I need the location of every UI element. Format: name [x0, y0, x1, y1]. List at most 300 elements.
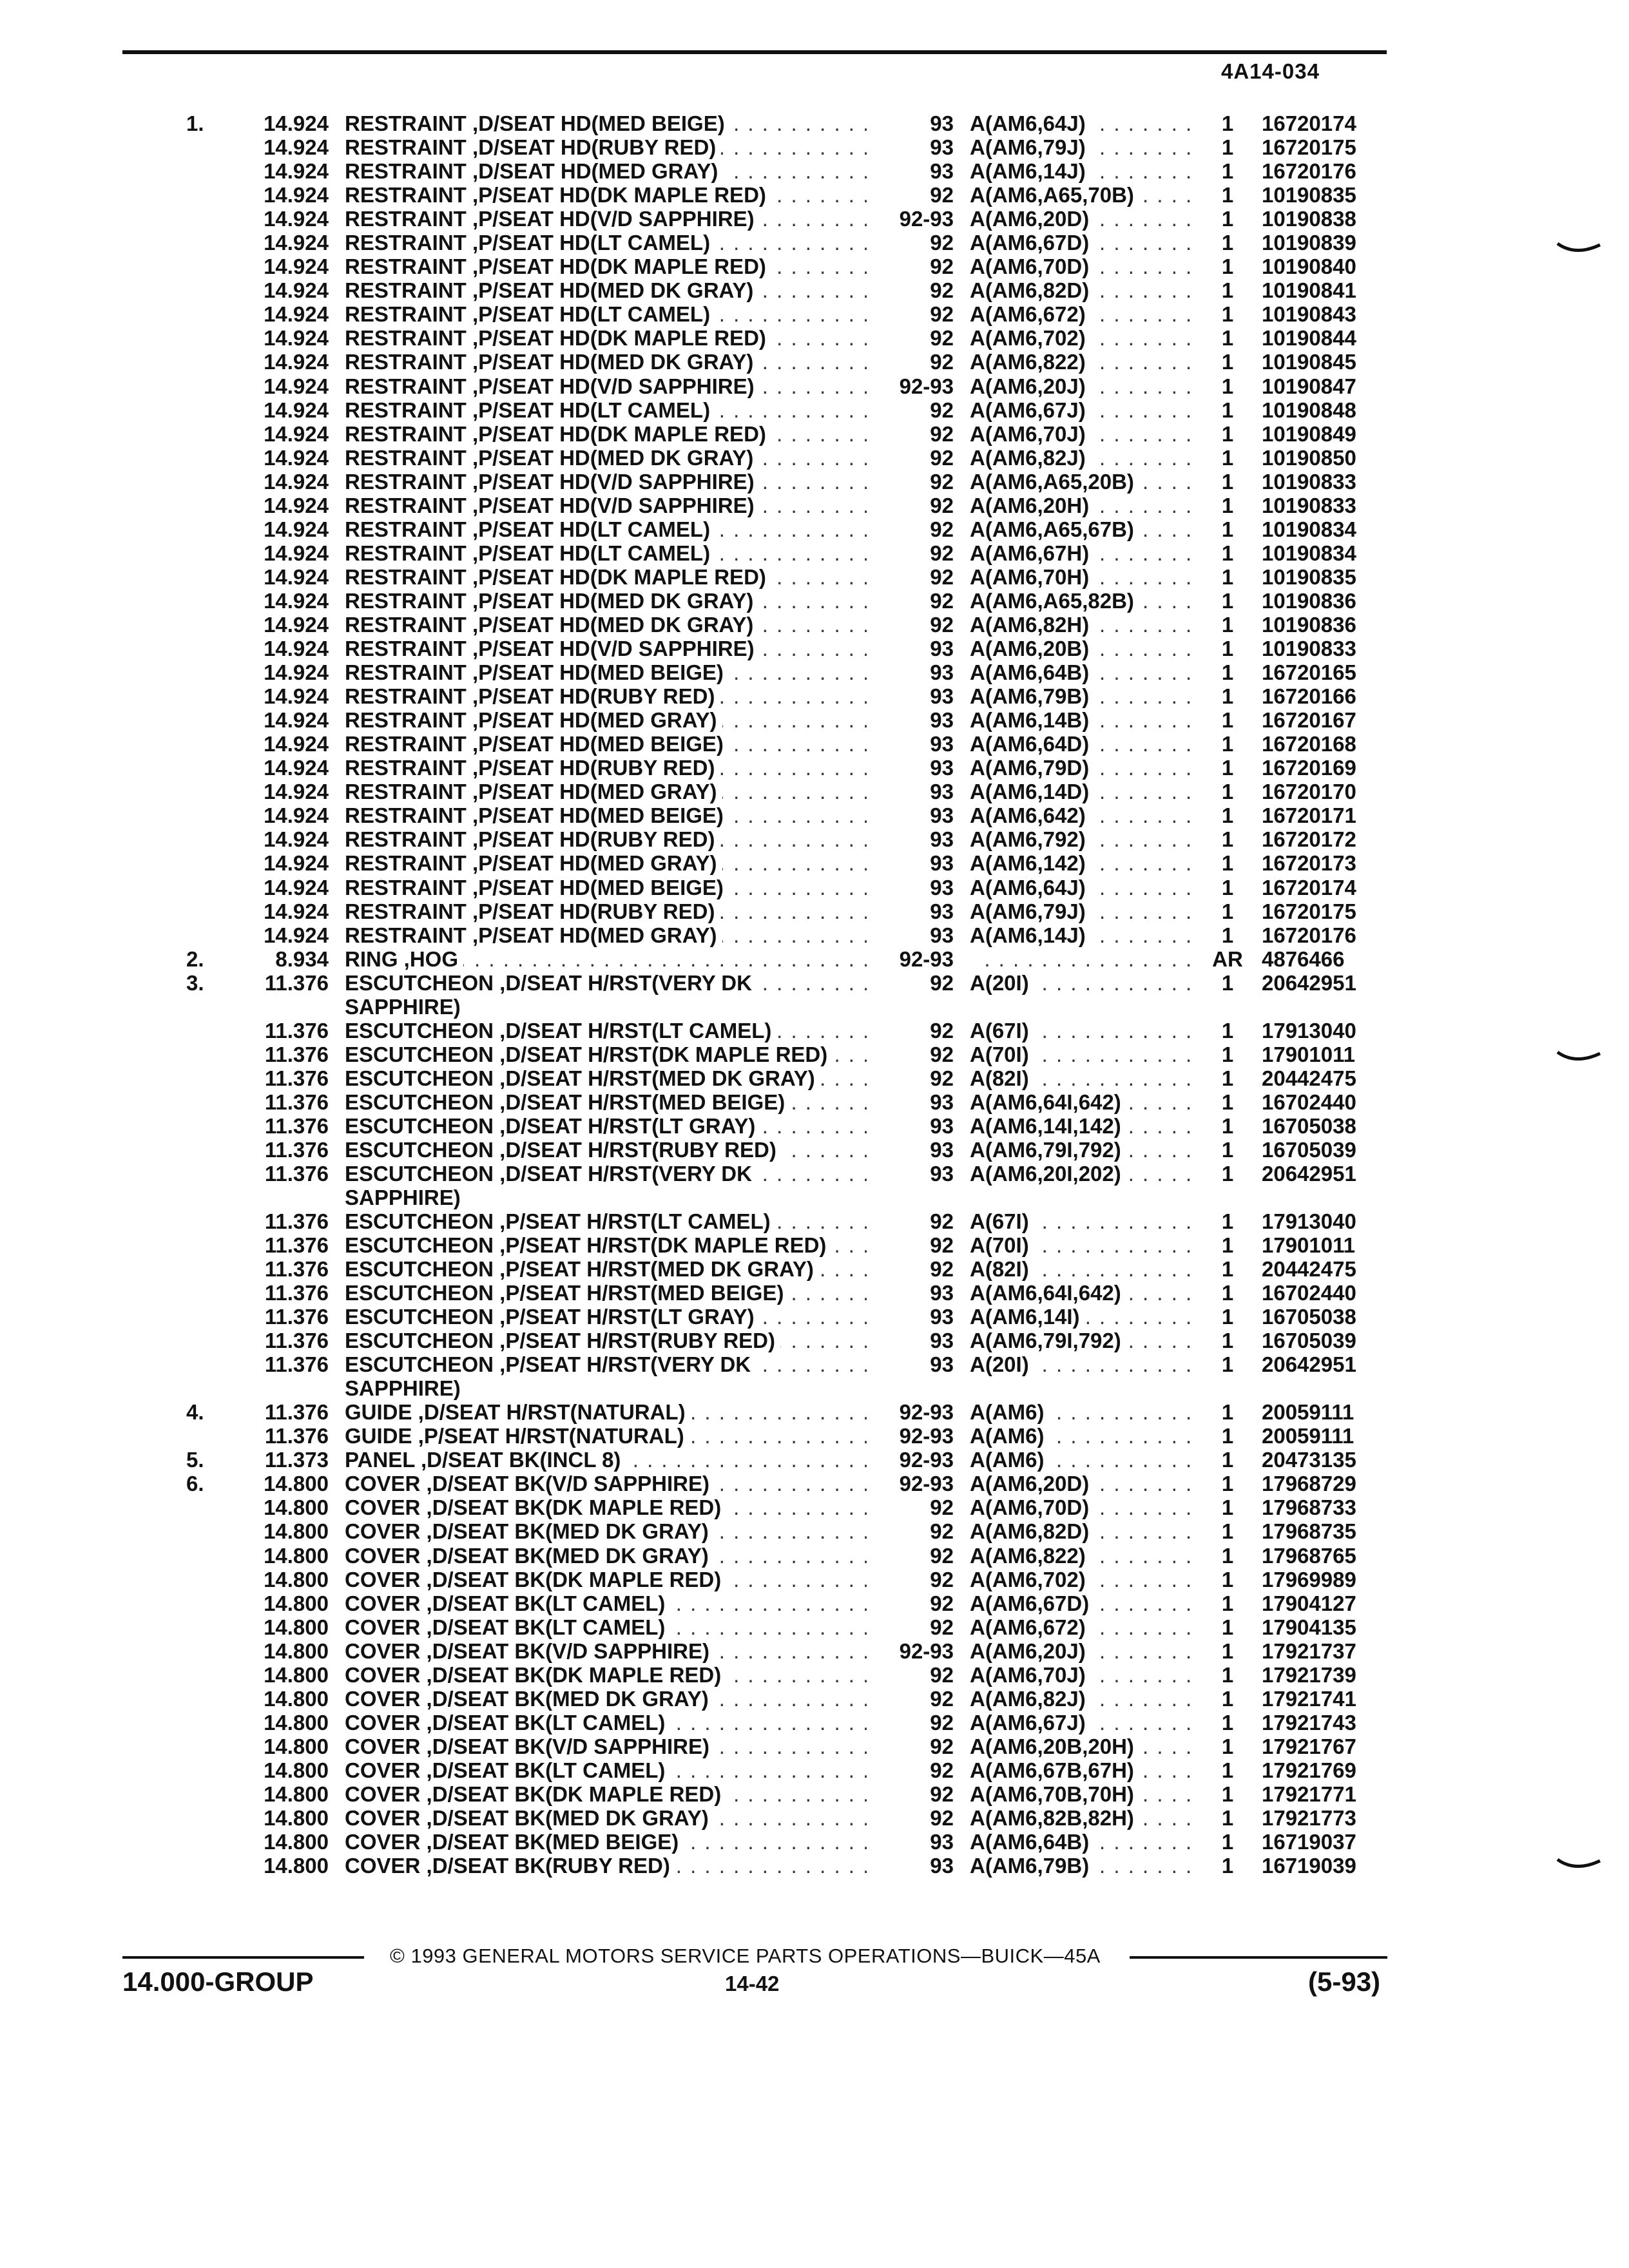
- description: RESTRAINT ,P/SEAT HD(RUBY RED): [345, 684, 720, 708]
- page-code: 4A14-034: [1221, 59, 1320, 83]
- group-number: 11.376: [264, 1233, 329, 1258]
- part-number: 10190834: [1262, 517, 1356, 541]
- usage-code: A(AM6,672): [970, 302, 1091, 326]
- description-cell: [345, 971, 867, 1019]
- table-row: [0, 827, 1629, 851]
- group-number: 14.800: [264, 1710, 329, 1735]
- usage-code-cell: [970, 947, 1202, 971]
- part-number: 17969989: [1262, 1567, 1356, 1591]
- usage-code-cell: [970, 1209, 1202, 1233]
- group-number: 14.924: [264, 780, 329, 804]
- description-cell: [345, 207, 867, 231]
- quantity: 1: [1221, 1830, 1234, 1854]
- quantity: 1: [1221, 1639, 1234, 1663]
- description-cell: [345, 1281, 867, 1305]
- description: COVER ,D/SEAT BK(DK MAPLE RED): [345, 1568, 726, 1591]
- quantity: 1: [1221, 1567, 1234, 1591]
- usage-code-cell: [970, 1495, 1202, 1519]
- description: RESTRAINT ,P/SEAT HD(DK MAPLE RED): [345, 326, 771, 350]
- model-year: 93: [930, 780, 954, 804]
- quantity: 1: [1221, 1472, 1234, 1496]
- table-row: [0, 1329, 1629, 1352]
- part-number: 17968735: [1262, 1519, 1356, 1544]
- group-number: 14.924: [264, 637, 329, 661]
- model-year: 92: [930, 183, 954, 207]
- model-year: 93: [930, 1830, 954, 1854]
- group-number: 14.800: [264, 1734, 329, 1758]
- table-row: [0, 159, 1629, 183]
- usage-code: A(AM6,82J): [970, 1687, 1091, 1711]
- description: ESCUTCHEON ,D/SEAT H/RST(RUBY RED): [345, 1138, 782, 1162]
- description-cell: [345, 1639, 867, 1663]
- part-number: 16702440: [1262, 1281, 1356, 1305]
- model-year: 93: [930, 732, 954, 756]
- part-number: 10190841: [1262, 278, 1356, 303]
- part-number: 4876466: [1262, 947, 1345, 971]
- part-number: 17921767: [1262, 1734, 1356, 1758]
- table-row: [0, 1352, 1629, 1400]
- model-year: 93: [930, 756, 954, 780]
- description: RESTRAINT ,D/SEAT HD(RUBY RED): [345, 135, 721, 159]
- table-row: [0, 1782, 1629, 1806]
- model-year: 92: [930, 1710, 954, 1735]
- description: RESTRAINT ,P/SEAT HD(LT CAMEL): [345, 231, 715, 255]
- model-year: 92-93: [899, 1472, 954, 1496]
- description-cell: [345, 1544, 867, 1568]
- description: RESTRAINT ,P/SEAT HD(MED GRAY): [345, 708, 722, 732]
- model-year: 92: [930, 1042, 954, 1066]
- table-row: [0, 1019, 1629, 1043]
- group-number: 14.924: [264, 159, 329, 184]
- usage-code-cell: [970, 1758, 1202, 1782]
- table-row: [0, 1043, 1629, 1066]
- part-number: 10190833: [1262, 469, 1356, 494]
- part-number: 16720175: [1262, 135, 1356, 160]
- quantity: 1: [1221, 1137, 1234, 1162]
- description-cell: [345, 1114, 867, 1138]
- ref-number: 4.: [186, 1400, 204, 1425]
- table-row: [0, 756, 1629, 780]
- quantity: 1: [1221, 756, 1234, 780]
- usage-code-cell: [970, 398, 1202, 422]
- quantity: 1: [1221, 1734, 1234, 1758]
- usage-code: A(67I): [970, 1209, 1034, 1233]
- table-row: [0, 183, 1629, 207]
- description-cell: [345, 1806, 867, 1830]
- description-cell: [345, 374, 867, 398]
- model-year: 92-93: [899, 374, 954, 398]
- model-year: 92: [930, 278, 954, 303]
- quantity: 1: [1221, 1161, 1234, 1186]
- quantity: 1: [1221, 350, 1234, 374]
- quantity: 1: [1221, 207, 1234, 231]
- description: RESTRAINT ,P/SEAT HD(V/D SAPPHIRE): [345, 470, 760, 494]
- description-cell: [345, 1591, 867, 1615]
- usage-code-cell: [970, 1352, 1202, 1376]
- usage-code-cell: [970, 1400, 1202, 1424]
- model-year: 93: [930, 827, 954, 852]
- part-number: 20642951: [1262, 970, 1356, 995]
- part-number: 17968765: [1262, 1543, 1356, 1568]
- part-number: 16720175: [1262, 899, 1356, 923]
- group-number: 14.924: [264, 421, 329, 446]
- quantity: 1: [1221, 660, 1234, 685]
- description: RESTRAINT ,P/SEAT HD(MED GRAY): [345, 780, 722, 803]
- part-number: 20473135: [1262, 1448, 1356, 1472]
- usage-code: A(AM6,67B,67H): [970, 1758, 1139, 1782]
- model-year: 92: [930, 1758, 954, 1782]
- usage-code-cell: [970, 326, 1202, 350]
- usage-code-cell: [970, 1735, 1202, 1758]
- description: RESTRAINT ,P/SEAT HD(MED DK GRAY): [345, 278, 758, 302]
- description: COVER ,D/SEAT BK(MED BEIGE): [345, 1830, 684, 1854]
- group-number: 14.924: [264, 541, 329, 565]
- part-number: 16720169: [1262, 756, 1356, 780]
- model-year: 93: [930, 159, 954, 184]
- usage-code-cell: [970, 350, 1202, 374]
- group-number: 14.924: [264, 445, 329, 470]
- part-number: 20642951: [1262, 1352, 1356, 1377]
- table-row: [0, 470, 1629, 494]
- group-number: 14.924: [264, 851, 329, 876]
- quantity: 1: [1221, 851, 1234, 876]
- quantity: 1: [1221, 135, 1234, 160]
- table-row: [0, 517, 1629, 541]
- usage-code: A(AM6,A65,82B): [970, 589, 1139, 613]
- usage-code-cell: [970, 278, 1202, 302]
- quantity: 1: [1221, 469, 1234, 494]
- usage-code-cell: [970, 1233, 1202, 1257]
- description: COVER ,D/SEAT BK(DK MAPLE RED): [345, 1782, 726, 1806]
- description: RESTRAINT ,P/SEAT HD(LT CAMEL): [345, 302, 715, 326]
- description: ESCUTCHEON ,D/SEAT H/RST(MED BEIGE): [345, 1090, 790, 1114]
- group-number: 14.924: [264, 660, 329, 685]
- table-row: [0, 1615, 1629, 1639]
- model-year: 92: [930, 326, 954, 351]
- description-cell: [345, 1568, 867, 1591]
- group-number: 14.924: [264, 708, 329, 733]
- usage-code-cell: [970, 851, 1202, 875]
- description: RESTRAINT ,P/SEAT HD(DK MAPLE RED): [345, 183, 771, 207]
- usage-code: A(AM6): [970, 1424, 1049, 1448]
- quantity: 1: [1221, 1854, 1234, 1878]
- table-row: [0, 1687, 1629, 1711]
- model-year: 93: [930, 1352, 954, 1377]
- description-continued: SAPPHIRE): [345, 1376, 461, 1401]
- table-row: [0, 1305, 1629, 1329]
- model-year: 93: [930, 1161, 954, 1186]
- description: COVER ,D/SEAT BK(MED DK GRAY): [345, 1806, 714, 1830]
- usage-code: [970, 947, 975, 971]
- part-number: 10190844: [1262, 326, 1356, 351]
- model-year: 92: [930, 421, 954, 446]
- table-row: [0, 1639, 1629, 1663]
- description-cell: [345, 494, 867, 517]
- group-number: 11.376: [264, 1257, 329, 1282]
- usage-code: A(AM6,82J): [970, 446, 1091, 470]
- model-year: 92: [930, 1543, 954, 1568]
- group-number: 14.924: [264, 207, 329, 231]
- quantity: 1: [1221, 1066, 1234, 1090]
- usage-code-cell: [970, 1591, 1202, 1615]
- part-number: 10190833: [1262, 637, 1356, 661]
- usage-code-cell: [970, 1806, 1202, 1830]
- table-row: [0, 971, 1629, 1019]
- usage-code-cell: [970, 1329, 1202, 1352]
- description-cell: [345, 660, 867, 684]
- group-number: 14.800: [264, 1591, 329, 1615]
- group-number: 14.924: [264, 231, 329, 255]
- usage-code: A(AM6,82H): [970, 613, 1094, 637]
- part-number: 16720165: [1262, 660, 1356, 685]
- description-cell: [345, 350, 867, 374]
- usage-code: A(70I): [970, 1043, 1034, 1066]
- model-year: 92-93: [899, 1400, 954, 1425]
- part-number: 17901011: [1262, 1233, 1356, 1258]
- part-number: 20442475: [1262, 1257, 1356, 1282]
- quantity: 1: [1221, 1329, 1234, 1353]
- part-number: 10190847: [1262, 374, 1356, 398]
- quantity: 1: [1221, 1519, 1234, 1544]
- ref-number: 3.: [186, 970, 204, 995]
- quantity: 1: [1221, 445, 1234, 470]
- description-cell: [345, 1233, 867, 1257]
- quantity: 1: [1221, 183, 1234, 207]
- group-number: 11.376: [264, 1281, 329, 1305]
- usage-code-cell: [970, 827, 1202, 851]
- quantity: 1: [1221, 1400, 1234, 1425]
- description: ESCUTCHEON ,D/SEAT H/RST(VERY DK: [345, 971, 757, 995]
- description: PANEL ,D/SEAT BK(INCL 8): [345, 1448, 626, 1472]
- description-cell: [345, 517, 867, 541]
- model-year: 93: [930, 899, 954, 923]
- table-row: [0, 374, 1629, 398]
- group-number: 14.924: [264, 255, 329, 279]
- usage-code-cell: [970, 780, 1202, 803]
- usage-code-cell: [970, 1305, 1202, 1329]
- usage-code-cell: [970, 1472, 1202, 1495]
- quantity: 1: [1221, 923, 1234, 947]
- usage-code: A(AM6,70H): [970, 565, 1094, 589]
- description-cell: [345, 899, 867, 923]
- group-number: 11.376: [264, 1066, 329, 1090]
- description-cell: [345, 1352, 867, 1400]
- description: RESTRAINT ,P/SEAT HD(RUBY RED): [345, 756, 720, 780]
- table-row: [0, 1519, 1629, 1543]
- model-year: 92: [930, 1495, 954, 1520]
- description-cell: [345, 637, 867, 660]
- group-number: 14.924: [264, 923, 329, 947]
- part-number: 10190834: [1262, 541, 1356, 565]
- description: RESTRAINT ,P/SEAT HD(V/D SAPPHIRE): [345, 637, 760, 660]
- usage-code-cell: [970, 159, 1202, 183]
- quantity: 1: [1221, 421, 1234, 446]
- description: COVER ,D/SEAT BK(MED DK GRAY): [345, 1519, 714, 1543]
- table-row: [0, 1257, 1629, 1281]
- part-number: 10190845: [1262, 350, 1356, 374]
- description-cell: [345, 1711, 867, 1735]
- part-number: 10190839: [1262, 231, 1356, 255]
- model-year: 92: [930, 612, 954, 637]
- part-number: 17904127: [1262, 1591, 1356, 1615]
- usage-code-cell: [970, 231, 1202, 255]
- model-year: 92: [930, 970, 954, 995]
- quantity: 1: [1221, 1495, 1234, 1520]
- table-row: [0, 1281, 1629, 1305]
- description-cell: [345, 446, 867, 470]
- model-year: 92: [930, 1257, 954, 1282]
- ref-number: 2.: [186, 947, 204, 971]
- model-year: 93: [930, 1305, 954, 1329]
- group-number: 14.800: [264, 1472, 329, 1496]
- usage-code-cell: [970, 708, 1202, 732]
- usage-code: A(AM6,20J): [970, 374, 1091, 398]
- usage-code: A(AM6,82B,82H): [970, 1806, 1139, 1830]
- group-number: 14.800: [264, 1782, 329, 1806]
- quantity: 1: [1221, 1090, 1234, 1114]
- usage-code-cell: [970, 732, 1202, 756]
- quantity: 1: [1221, 255, 1234, 279]
- description-cell: [345, 398, 867, 422]
- usage-code-cell: [970, 1663, 1202, 1687]
- model-year: 92: [930, 493, 954, 517]
- part-number: 17921741: [1262, 1686, 1356, 1711]
- description: COVER ,D/SEAT BK(MED DK GRAY): [345, 1544, 714, 1568]
- group-number: 14.924: [264, 899, 329, 923]
- description: COVER ,D/SEAT BK(V/D SAPPHIRE): [345, 1639, 715, 1663]
- table-row: [0, 541, 1629, 565]
- description: ESCUTCHEON ,P/SEAT H/RST(VERY DK: [345, 1352, 756, 1376]
- description: ESCUTCHEON ,P/SEAT H/RST(RUBY RED): [345, 1329, 780, 1352]
- part-number: 17913040: [1262, 1209, 1356, 1233]
- model-year: 93: [930, 1090, 954, 1114]
- table-row: [0, 1495, 1629, 1519]
- description: RESTRAINT ,P/SEAT HD(RUBY RED): [345, 827, 720, 851]
- group-number: 14.924: [264, 827, 329, 852]
- usage-code-cell: [970, 589, 1202, 613]
- part-number: 16719039: [1262, 1854, 1356, 1878]
- description: ESCUTCHEON ,P/SEAT H/RST(MED BEIGE): [345, 1281, 789, 1305]
- description-cell: [345, 589, 867, 613]
- usage-code: A(AM6): [970, 1400, 1049, 1424]
- description: RESTRAINT ,P/SEAT HD(MED BEIGE): [345, 660, 729, 684]
- description-cell: [345, 1043, 867, 1066]
- description: RESTRAINT ,P/SEAT HD(MED DK GRAY): [345, 589, 758, 613]
- quantity: 1: [1221, 588, 1234, 613]
- model-year: 92: [930, 398, 954, 422]
- usage-code-cell: [970, 684, 1202, 708]
- description: ESCUTCHEON ,P/SEAT H/RST(MED DK GRAY): [345, 1257, 819, 1281]
- model-year: 93: [930, 851, 954, 876]
- group-number: 14.924: [264, 493, 329, 517]
- description: RESTRAINT ,P/SEAT HD(V/D SAPPHIRE): [345, 374, 760, 398]
- model-year: 92: [930, 564, 954, 589]
- usage-code: A(AM6,142): [970, 851, 1091, 875]
- part-number: 16720173: [1262, 851, 1356, 876]
- description-continued: SAPPHIRE): [345, 1185, 461, 1209]
- group-number: 14.800: [264, 1543, 329, 1568]
- group-label: 14.000-GROUP: [122, 1966, 314, 1997]
- description-cell: [345, 876, 867, 899]
- revision-date: (5-93): [1308, 1966, 1381, 1997]
- quantity: 1: [1221, 517, 1234, 541]
- description-cell: [345, 1519, 867, 1543]
- description: GUIDE ,D/SEAT H/RST(NATURAL): [345, 1400, 691, 1424]
- usage-code: A(AM6,64D): [970, 732, 1094, 756]
- group-number: 14.800: [264, 1830, 329, 1854]
- model-year: 92: [930, 517, 954, 541]
- part-number: 17968729: [1262, 1472, 1356, 1496]
- description-cell: [345, 278, 867, 302]
- description-cell: [345, 1472, 867, 1495]
- table-row: [0, 1830, 1629, 1854]
- description: RESTRAINT ,P/SEAT HD(MED BEIGE): [345, 876, 729, 899]
- description-cell: [345, 1663, 867, 1687]
- quantity: 1: [1221, 111, 1234, 135]
- description-cell: [345, 1066, 867, 1090]
- group-number: 14.924: [264, 135, 329, 160]
- table-row: [0, 708, 1629, 732]
- part-number: 10190835: [1262, 183, 1356, 207]
- table-row: [0, 1854, 1629, 1878]
- model-year: 92: [930, 231, 954, 255]
- quantity: 1: [1221, 1686, 1234, 1711]
- table-row: [0, 231, 1629, 255]
- top-rule: [122, 50, 1387, 54]
- description-cell: [345, 231, 867, 255]
- part-number: 20442475: [1262, 1066, 1356, 1090]
- quantity: 1: [1221, 1448, 1234, 1472]
- description: ESCUTCHEON ,D/SEAT H/RST(DK MAPLE RED): [345, 1043, 833, 1066]
- usage-code: A(AM6,64J): [970, 876, 1091, 899]
- model-year: 93: [930, 708, 954, 733]
- description: ESCUTCHEON ,P/SEAT H/RST(LT CAMEL): [345, 1209, 776, 1233]
- table-row: [0, 1209, 1629, 1233]
- usage-code: A(AM6,792): [970, 827, 1091, 851]
- usage-code-cell: [970, 756, 1202, 780]
- usage-code: A(AM6,70D): [970, 255, 1094, 278]
- group-number: 14.924: [264, 398, 329, 422]
- usage-code: A(AM6,82D): [970, 1519, 1094, 1543]
- margin-mark: [1556, 237, 1601, 256]
- table-row: [0, 111, 1629, 135]
- usage-code: A(AM6,67J): [970, 398, 1091, 422]
- model-year: 92: [930, 1591, 954, 1615]
- usage-code-cell: [970, 302, 1202, 326]
- usage-code-cell: [970, 111, 1202, 135]
- part-number: 16720166: [1262, 684, 1356, 709]
- table-row: [0, 899, 1629, 923]
- part-number: 20059111: [1262, 1424, 1354, 1448]
- description: COVER ,D/SEAT BK(LT CAMEL): [345, 1711, 670, 1735]
- table-row: [0, 398, 1629, 422]
- model-year: 92: [930, 1806, 954, 1831]
- usage-code-cell: [970, 1448, 1202, 1472]
- model-year: 93: [930, 684, 954, 709]
- group-number: 14.800: [264, 1615, 329, 1639]
- description-cell: [345, 1019, 867, 1043]
- description-cell: [345, 756, 867, 780]
- table-row: [0, 1162, 1629, 1209]
- part-number: 16702440: [1262, 1090, 1356, 1114]
- group-number: 11.376: [264, 1137, 329, 1162]
- part-number: 16719037: [1262, 1830, 1356, 1854]
- usage-code: A(AM6,20B,20H): [970, 1735, 1139, 1758]
- description-cell: [345, 684, 867, 708]
- description: ESCUTCHEON ,D/SEAT H/RST(LT CAMEL): [345, 1019, 776, 1043]
- usage-code-cell: [970, 494, 1202, 517]
- usage-code-cell: [970, 1066, 1202, 1090]
